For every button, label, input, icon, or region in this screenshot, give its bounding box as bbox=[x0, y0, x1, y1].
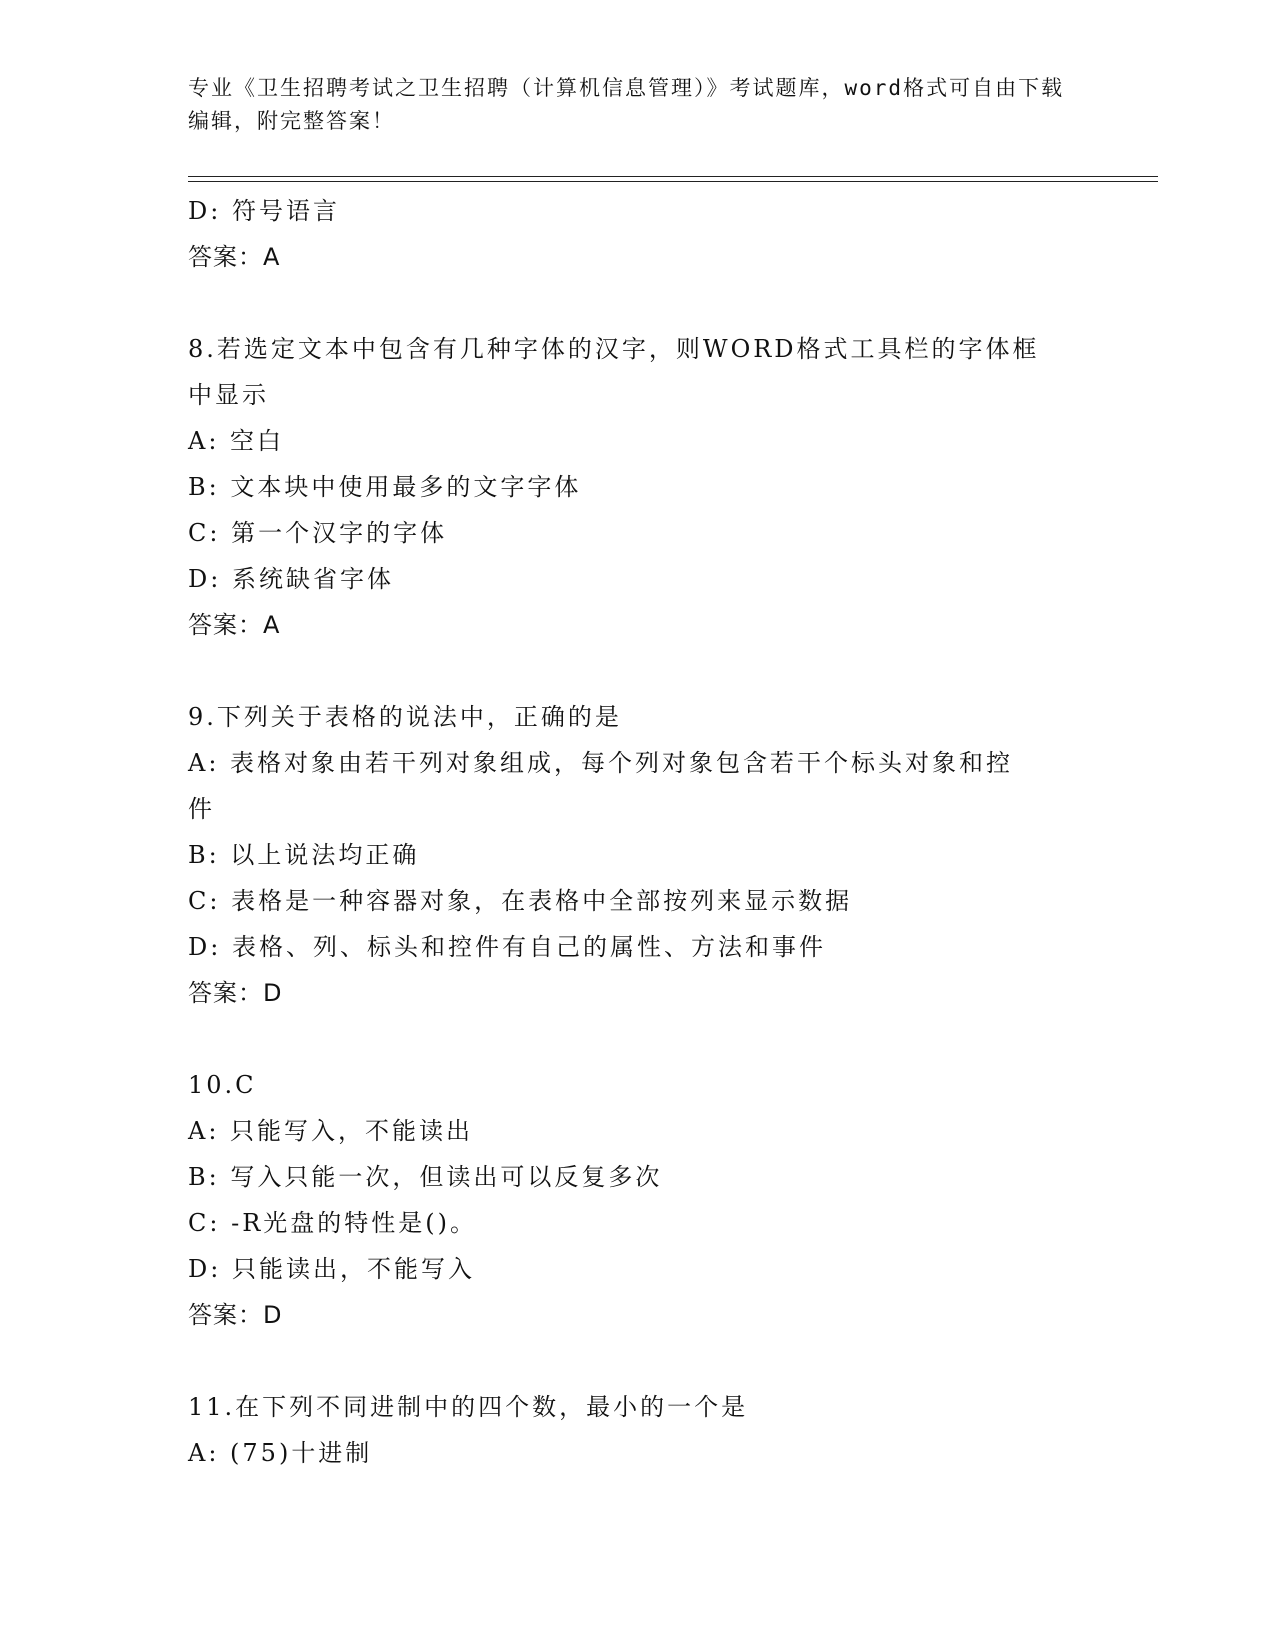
header-rule-bottom bbox=[188, 181, 1158, 182]
question-line: D: 表格、列、标头和控件有自己的属性、方法和事件 bbox=[188, 933, 826, 961]
spacer bbox=[188, 280, 1088, 326]
answer-line: 答案：D bbox=[188, 1301, 283, 1329]
question-line: B: 以上说法均正确 bbox=[188, 841, 420, 869]
question-line: A: (75)十进制 bbox=[188, 1439, 373, 1467]
answer-line: 答案：A bbox=[188, 611, 281, 639]
question-line: 10.C bbox=[188, 1071, 257, 1099]
question-line: B: 文本块中使用最多的文字字体 bbox=[188, 473, 582, 501]
answer-line: 答案：A bbox=[188, 243, 281, 271]
question-line: A: 表格对象由若干列对象组成，每个列对象包含若干个标头对象和控 bbox=[188, 749, 1014, 777]
answer-line: 答案：D bbox=[188, 979, 283, 1007]
question-line: A: 只能写入，不能读出 bbox=[188, 1117, 474, 1145]
spacer bbox=[188, 648, 1088, 694]
question-line: 件 bbox=[188, 795, 215, 823]
question-line: C: 表格是一种容器对象，在表格中全部按列来显示数据 bbox=[188, 887, 853, 915]
question-line: A: 空白 bbox=[188, 427, 285, 455]
question-line: 中显示 bbox=[188, 381, 269, 409]
question-line: 8.若选定文本中包含有几种字体的汉字，则WORD格式工具栏的字体框 bbox=[188, 335, 1040, 363]
question-list bbox=[188, 188, 1088, 1476]
question-line: D: 只能读出，不能写入 bbox=[188, 1255, 475, 1283]
question-line: C: 第一个汉字的字体 bbox=[188, 519, 448, 547]
question-line: 11.在下列不同进制中的四个数，最小的一个是 bbox=[188, 1393, 749, 1421]
question-line: C: -R光盘的特性是()。 bbox=[188, 1209, 477, 1237]
question-line: D: 系统缺省字体 bbox=[188, 565, 394, 593]
question-line: D: 符号语言 bbox=[188, 197, 340, 225]
question-line: B: 写入只能一次，但读出可以反复多次 bbox=[188, 1163, 663, 1191]
header-rule-top bbox=[188, 176, 1158, 177]
document-header: 专业《卫生招聘考试之卫生招聘（计算机信息管理）》考试题库，word格式可自由下载编辑，附完整答案！ bbox=[188, 76, 1065, 133]
spacer bbox=[188, 1016, 1088, 1062]
question-line: 9.下列关于表格的说法中，正确的是 bbox=[188, 703, 622, 731]
spacer bbox=[188, 1338, 1088, 1384]
